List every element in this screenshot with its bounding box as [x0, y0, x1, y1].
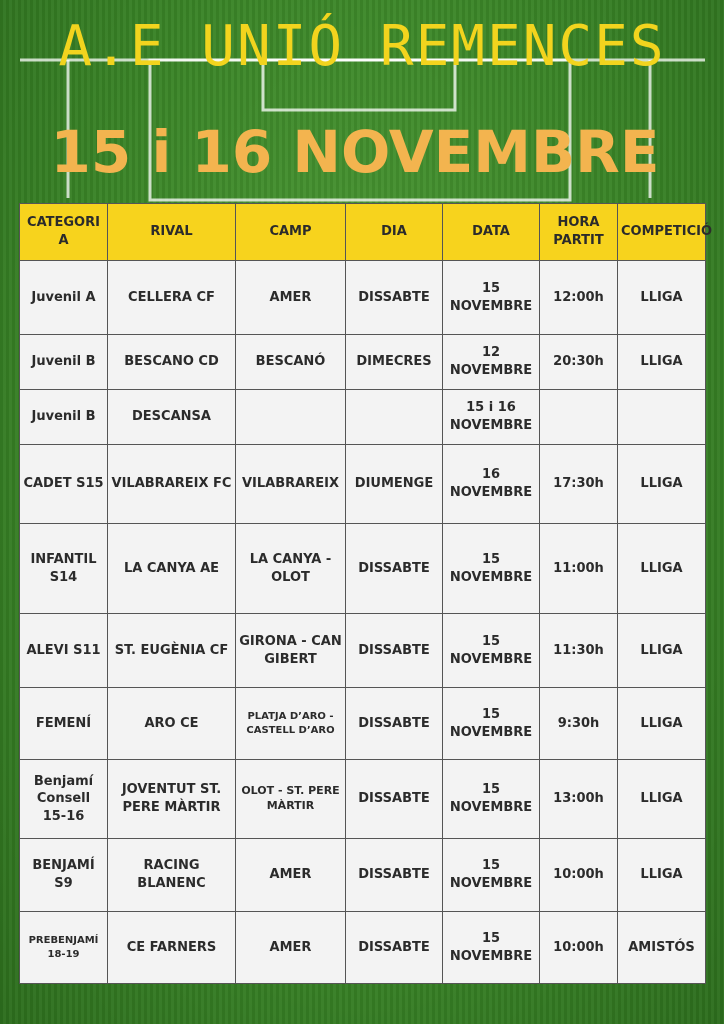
cell-competition: LLIGA [618, 614, 706, 688]
cell-category: INFANTIL S14 [20, 524, 108, 614]
header-rival: RIVAL [108, 204, 236, 261]
cell-competition: LLIGA [618, 524, 706, 614]
cell-rival: BESCANO CD [108, 335, 236, 390]
cell-time: 10:00h [540, 912, 618, 984]
table-row [20, 760, 706, 839]
cell-date: 15 NOVEMBRE [443, 614, 540, 688]
cell-rival: LA CANYA AE [108, 524, 236, 614]
cell-field: AMER [236, 261, 346, 335]
cell-rival: ST. EUGÈNIA CF [108, 614, 236, 688]
cell-competition: LLIGA [618, 445, 706, 524]
match-schedule-table [19, 203, 713, 984]
cell-day: DISSABTE [346, 524, 443, 614]
cell-category: FEMENÍ [20, 688, 108, 760]
cell-field: BESCANÓ [236, 335, 346, 390]
cell-date: 15 i 16 NOVEMBRE [443, 390, 540, 445]
table-row [20, 390, 706, 445]
cell-category: ALEVI S11 [20, 614, 108, 688]
cell-rival: DESCANSA [108, 390, 236, 445]
cell-date: 12 NOVEMBRE [443, 335, 540, 390]
table-row [20, 688, 706, 760]
cell-rival: ARO CE [108, 688, 236, 760]
cell-date: 15 NOVEMBRE [443, 261, 540, 335]
cell-day: DISSABTE [346, 912, 443, 984]
cell-rival: CE FARNERS [108, 912, 236, 984]
cell-rival: CELLERA CF [108, 261, 236, 335]
cell-time: 12:00h [540, 261, 618, 335]
cell-day: DIMECRES [346, 335, 443, 390]
cell-time [540, 390, 618, 445]
cell-rival: RACING BLANENC [108, 839, 236, 912]
cell-competition: LLIGA [618, 335, 706, 390]
cell-time: 13:00h [540, 760, 618, 839]
cell-category: BENJAMÍ S9 [20, 839, 108, 912]
cell-category: CADET S15 [20, 445, 108, 524]
cell-time: 11:00h [540, 524, 618, 614]
cell-competition: LLIGA [618, 839, 706, 912]
cell-day: DISSABTE [346, 614, 443, 688]
cell-field: AMER [236, 839, 346, 912]
header-category: CATEGORI A [20, 204, 108, 261]
cell-date: 15 NOVEMBRE [443, 688, 540, 760]
cell-day: DISSABTE [346, 688, 443, 760]
cell-date: 15 NOVEMBRE [443, 912, 540, 984]
table-row [20, 524, 706, 614]
cell-date: 15 NOVEMBRE [443, 760, 540, 839]
cell-day [346, 390, 443, 445]
header-date: DATA [443, 204, 540, 261]
table-row [20, 261, 706, 335]
page-subtitle: 15 i 16 NOVEMBRE [50, 118, 660, 186]
cell-competition: LLIGA [618, 688, 706, 760]
cell-day: DISSABTE [346, 839, 443, 912]
cell-field: LA CANYA - OLOT [236, 524, 346, 614]
cell-competition: AMISTÓS [618, 912, 706, 984]
header-field: CAMP [236, 204, 346, 261]
table-row [20, 839, 706, 912]
table-header-row [20, 204, 706, 261]
cell-competition: LLIGA [618, 261, 706, 335]
cell-date: 15 NOVEMBRE [443, 524, 540, 614]
cell-rival: JOVENTUT ST. PERE MÀRTIR [108, 760, 236, 839]
cell-field: PLATJA D’ARO - CASTELL D’ARO [236, 688, 346, 760]
cell-rival: VILABRAREIX FC [108, 445, 236, 524]
header-time: HORA PARTIT [540, 204, 618, 261]
cell-day: DIUMENGE [346, 445, 443, 524]
cell-date: 16 NOVEMBRE [443, 445, 540, 524]
table-row [20, 445, 706, 524]
table-row [20, 912, 706, 984]
cell-field: AMER [236, 912, 346, 984]
cell-field: VILABRAREIX [236, 445, 346, 524]
cell-competition: LLIGA [618, 760, 706, 839]
cell-category: Juvenil A [20, 261, 108, 335]
cell-category: Juvenil B [20, 390, 108, 445]
cell-field [236, 390, 346, 445]
cell-time: 20:30h [540, 335, 618, 390]
cell-date: 15 NOVEMBRE [443, 839, 540, 912]
page-title: A.E UNIÓ REMENCES [58, 14, 666, 79]
cell-time: 10:00h [540, 839, 618, 912]
cell-category: Juvenil B [20, 335, 108, 390]
cell-competition [618, 390, 706, 445]
table-row [20, 614, 706, 688]
table-row [20, 335, 706, 390]
cell-category: PREBENJAMÍ 18-19 [20, 912, 108, 984]
cell-field: GIRONA - CAN GIBERT [236, 614, 346, 688]
cell-day: DISSABTE [346, 261, 443, 335]
header-competition: COMPETICIÓ [618, 204, 706, 261]
header-day: DIA [346, 204, 443, 261]
cell-day: DISSABTE [346, 760, 443, 839]
cell-time: 9:30h [540, 688, 618, 760]
cell-time: 11:30h [540, 614, 618, 688]
cell-field: OLOT - ST. PERE MÀRTIR [236, 760, 346, 839]
cell-category: Benjamí Consell 15-16 [20, 760, 108, 839]
cell-time: 17:30h [540, 445, 618, 524]
